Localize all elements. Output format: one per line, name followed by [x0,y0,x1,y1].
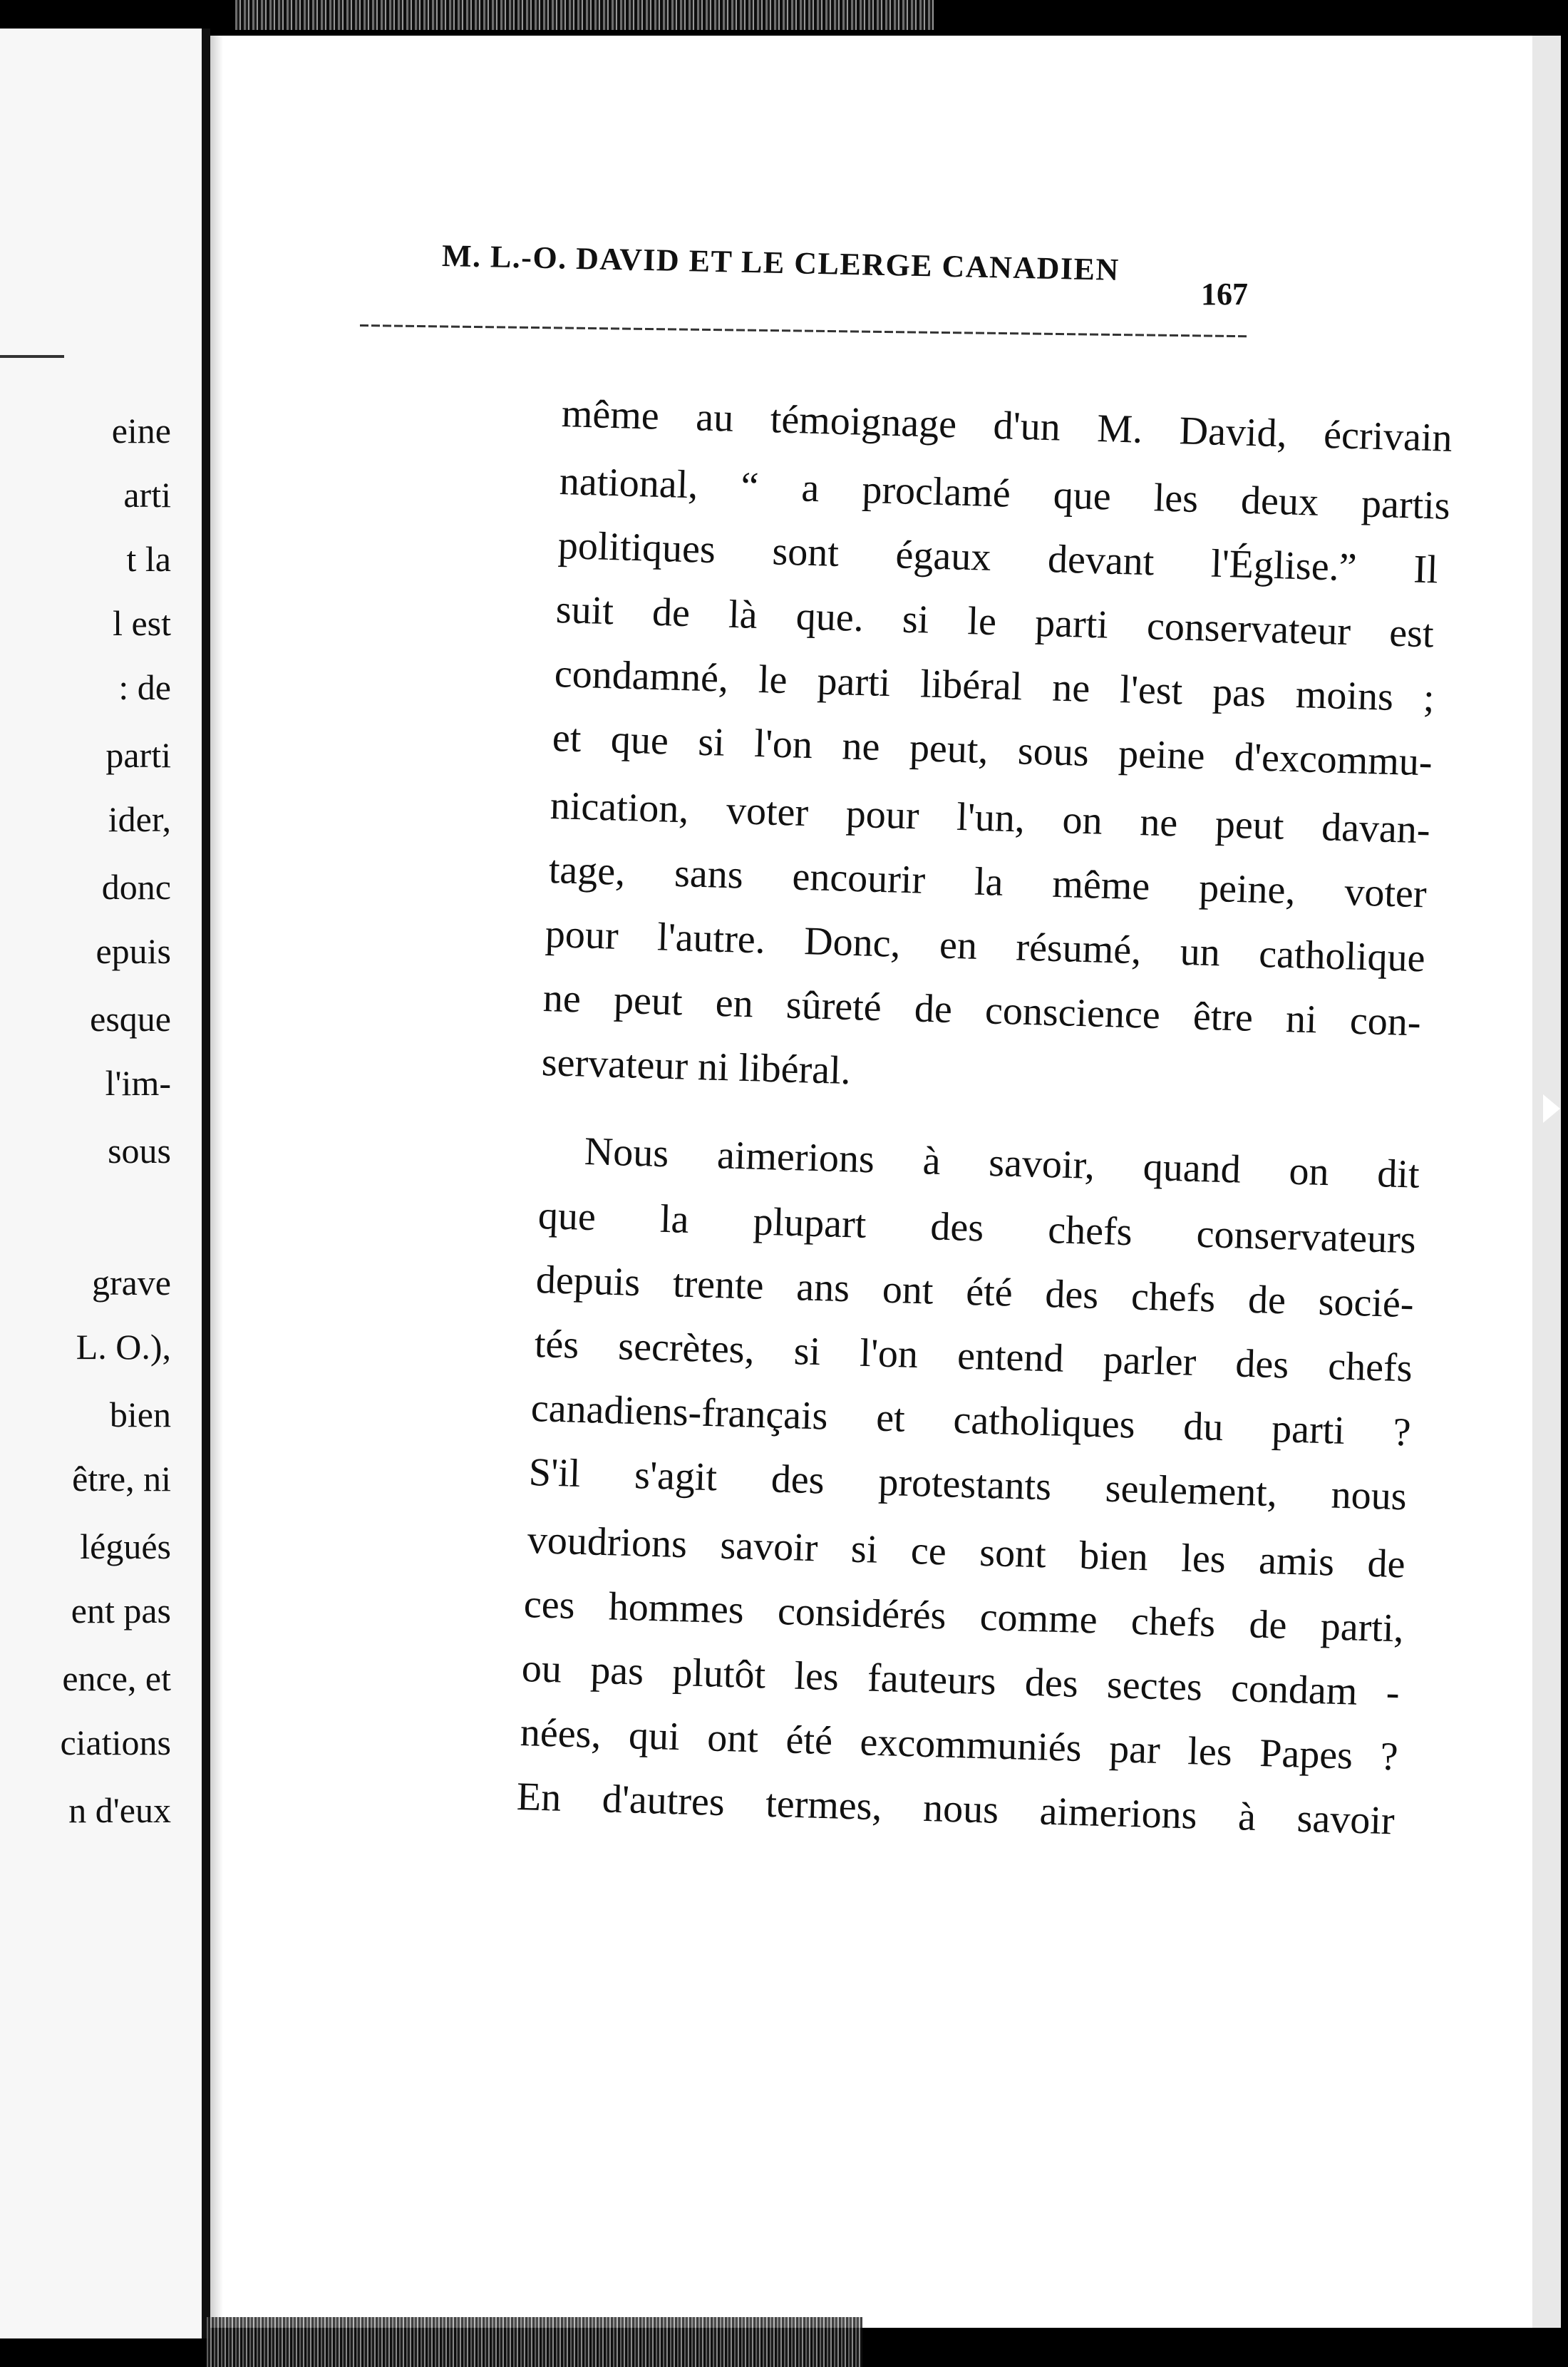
left-page-line: : de [118,667,171,707]
page-shadow [210,36,223,2328]
text-line: et que si l'on ne peut, sous peine d'excommu- [552,716,1433,785]
page-right-edge [1532,36,1561,2328]
text-line: ne peut en sûreté de conscience être ni con- [542,976,1422,1045]
text-line: suit de là que. si le parti conservateur est [555,587,1435,657]
left-page-line: ider, [108,799,171,839]
text-line: En d'autres termes, nous aimerions à savoir [516,1775,1396,1844]
scan-bottom-edge [207,2317,862,2367]
left-page-line: parti [105,735,171,775]
text-line: pour l'autre. Donc, en résumé, un catholique [545,912,1426,981]
text-line: même au témoignage d'un M. David, écrivain [561,391,1453,461]
left-page-line: L. O.), [76,1327,171,1367]
page-marker [1543,1094,1560,1123]
page [210,36,1561,2328]
header-rule [360,324,1247,337]
left-page-fragment [0,29,202,2338]
text-line: politiques sont égaux devant l'Église.” Il [557,523,1439,592]
running-header: M. L.-O. DAVID ET LE CLERGE CANADIEN [441,238,1120,287]
text-line: servateur ni libéral. [541,1040,852,1094]
left-page-line: arti [123,475,171,515]
text-line: depuis trente ans ont été des chefs de socié- [535,1258,1415,1327]
text-line: tage, sans encourir la même peine, voter [548,848,1428,917]
page-number: 167 [1201,277,1248,312]
text-line: voudrions savoir si ce sont bien les amis de [527,1518,1406,1587]
left-page-line: donc [101,867,171,907]
scan-top-edge [235,0,934,30]
left-page-line: ciations [60,1722,171,1762]
left-page-line: sous [108,1131,171,1171]
text-line: ces hommes considérés comme chefs de parti, [523,1582,1405,1651]
text-line: ou pas plutôt les fauteurs des sectes condam - [521,1646,1401,1715]
left-page-rule [0,355,64,358]
left-page-line: esque [90,999,171,1039]
text-line: national, “ a proclamé que les deux partis [559,459,1451,528]
left-page-line: t la [126,539,171,579]
left-page-line: grave [91,1263,171,1303]
book-gutter [202,29,210,2338]
text-line: S'il s'agit des protestants seulement, nous [528,1450,1408,1519]
left-page-line: légués [80,1526,171,1566]
text-line: que la plupart des chefs conservateurs [537,1193,1417,1263]
text-line: condamné, le parti libéral ne l'est pas moins ; [554,652,1435,721]
text-line: nées, qui ont été excommuniés par les Papes ? [520,1710,1399,1780]
left-page-line: ence, et [62,1658,171,1698]
left-page-line: l est [113,603,171,643]
text-line: nication, voter pour l'un, on ne peut davan- [550,784,1431,853]
text-line: canadiens-français et catholiques du parti ? [530,1386,1412,1455]
left-page-line: epuis [96,931,171,971]
left-page-line: bien [109,1395,171,1434]
left-page-line: eine [111,411,171,451]
left-page-line: être, ni [72,1459,171,1499]
left-page-line: l'im- [105,1063,171,1103]
text-line: tés secrètes, si l'on entend parler des chefs [534,1322,1413,1391]
left-page-line: n d'eux [68,1790,171,1830]
left-page-line: ent pas [71,1591,171,1631]
text-line: Nous aimerions à savoir, quand on dit [584,1129,1420,1197]
